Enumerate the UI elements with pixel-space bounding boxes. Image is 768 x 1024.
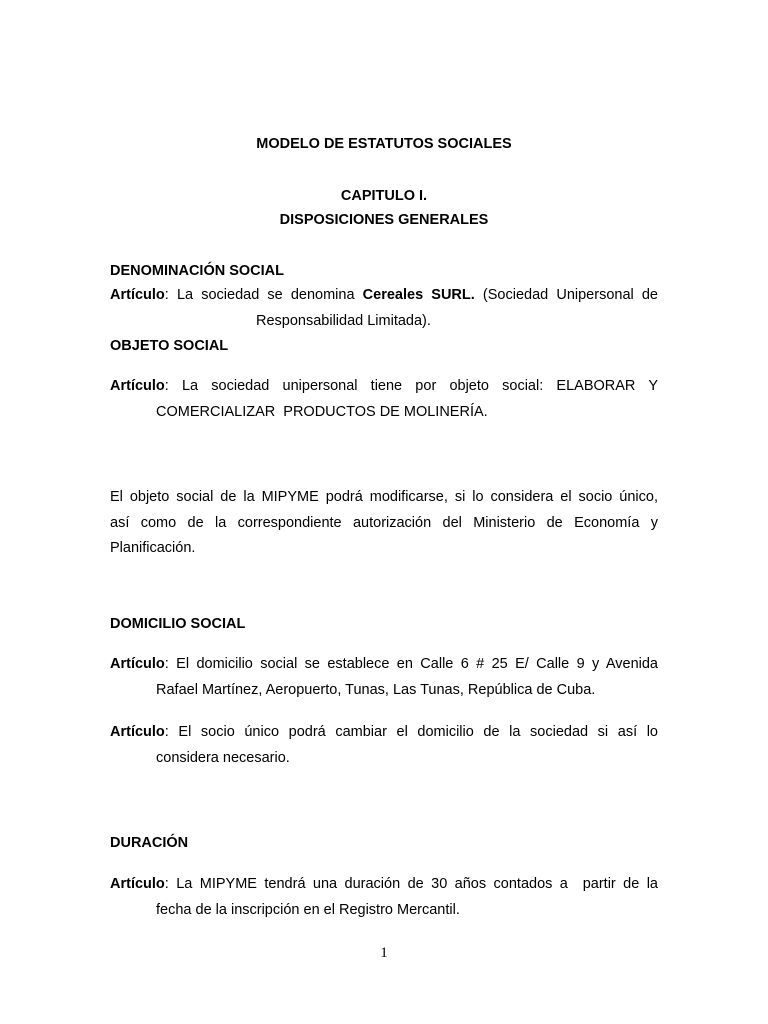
article-line: Rafael Martínez, Aeropuerto, Tunas, Las Tunas, República de Cuba. (156, 681, 596, 698)
article-text: : La sociedad se denomina (164, 287, 363, 303)
chapter-title: DISPOSICIONES GENERALES (279, 212, 489, 228)
section-heading-duracion: DURACIÓN (110, 835, 189, 851)
paragraph-line: Planificación. (110, 540, 196, 556)
article-text: : El domicilio social se establece en Calle 6 # 25 E/ Calle 9 y Avenida (164, 656, 658, 672)
article-line: COMERCIALIZAR PRODUCTOS DE MOLINERÍA. (156, 403, 488, 420)
article-denominacion (110, 283, 658, 334)
article-label: Artículo (110, 378, 165, 394)
article-line: considera necesario. (156, 749, 290, 766)
article-line (110, 374, 658, 400)
article-text: : La MIPYME tendrá una duración de 30 años contados a partir de la (164, 876, 658, 892)
article-line (110, 720, 658, 746)
article-line: Responsabilidad Limitada). (256, 312, 431, 329)
page-number: 1 (380, 945, 388, 961)
section-heading-domicilio: DOMICILIO SOCIAL (110, 616, 246, 632)
article-line (110, 283, 658, 309)
section-heading-objeto: OBJETO SOCIAL (110, 338, 229, 354)
article-domicilio-1 (110, 652, 658, 703)
paragraph-line: El objeto social de la MIPYME podrá modificarse, si lo considera el socio único, (110, 489, 658, 505)
article-line: fecha de la inscripción en el Registro Mercantil. (156, 901, 460, 918)
article-text: : La sociedad unipersonal tiene por objeto social: ELABORAR Y (164, 378, 658, 394)
article-duracion (110, 872, 658, 923)
article-label: Artículo (110, 724, 165, 740)
document-title: MODELO DE ESTATUTOS SOCIALES (256, 136, 512, 152)
article-text: (Sociedad Unipersonal de (474, 287, 658, 303)
company-name: Cereales SURL. (362, 287, 475, 303)
article-domicilio-2 (110, 720, 658, 771)
article-line (110, 872, 658, 898)
article-label: Artículo (110, 287, 165, 303)
chapter-number: CAPITULO I. (340, 188, 428, 204)
article-label: Artículo (110, 876, 165, 892)
article-line (110, 652, 658, 678)
article-objeto (110, 374, 658, 425)
paragraph-objeto-modificacion (110, 485, 658, 562)
article-label: Artículo (110, 656, 165, 672)
paragraph-line: así como de la correspondiente autorización del Ministerio de Economía y (110, 514, 658, 531)
section-heading-denominacion: DENOMINACIÓN SOCIAL (110, 263, 284, 279)
article-text: : El socio único podrá cambiar el domicilio de la sociedad si así lo (164, 724, 658, 740)
